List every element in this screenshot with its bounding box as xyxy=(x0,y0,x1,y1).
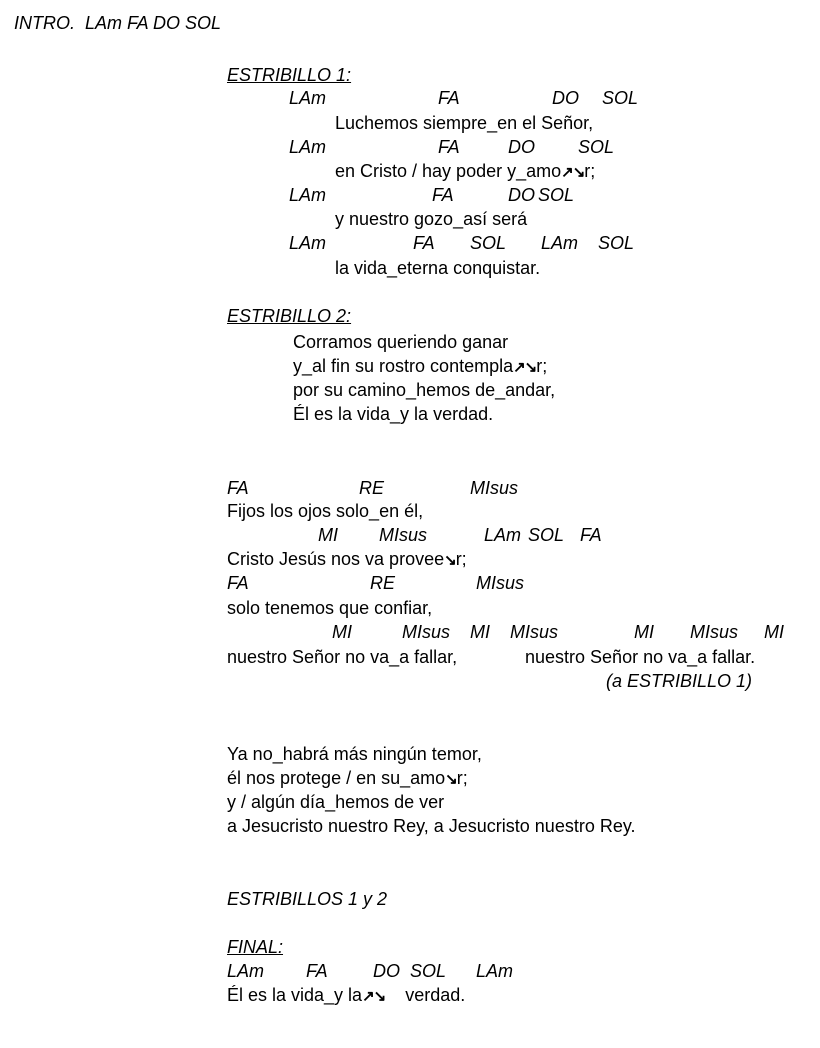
chord: SOL xyxy=(602,88,639,108)
chord: MI xyxy=(332,622,352,642)
lyric-line: Fijos los ojos solo_en él, xyxy=(227,501,424,521)
chord: LAm xyxy=(289,185,327,205)
chord: DO xyxy=(552,88,579,108)
chord: MIsus xyxy=(402,622,451,642)
chord: LAm xyxy=(289,137,327,157)
chord: DO xyxy=(373,961,400,981)
chord: FA xyxy=(438,137,460,157)
intro-line: INTRO. LAm FA DO SOL xyxy=(14,13,222,33)
chord: SOL xyxy=(528,525,565,545)
lyric-line: por su camino_hemos de_andar, xyxy=(293,380,556,400)
return-instruction: (a ESTRIBILLO 1) xyxy=(606,671,753,691)
lyric-line: nuestro Señor no va_a fallar, xyxy=(227,647,458,667)
final-heading: FINAL: xyxy=(227,937,284,957)
lyric-line: él nos protege / en su_amo↘r; xyxy=(227,768,468,788)
chord: LAm xyxy=(541,233,579,253)
chord: LAm xyxy=(289,88,327,108)
estribillo-1-heading: ESTRIBILLO 1: xyxy=(227,65,352,85)
lyric-line: solo tenemos que confiar, xyxy=(227,598,433,618)
chord: LAm xyxy=(227,961,265,981)
lyric-line: Corramos queriendo ganar xyxy=(293,332,509,352)
chord: DO xyxy=(508,137,535,157)
chord: FA xyxy=(580,525,602,545)
pitch-arrows-icon: ↗↘ xyxy=(362,988,386,1005)
lyric-line: en Cristo / hay poder y_amo↗↘r; xyxy=(335,161,596,181)
lyric-line: Cristo Jesús nos va provee↘r; xyxy=(227,549,467,569)
chord: FA xyxy=(227,573,249,593)
pitch-down-arrow-icon: ↘ xyxy=(445,771,457,788)
lyric-line: Él es la vida_y la verdad. xyxy=(293,404,494,424)
lyric-line: Ya no_habrá más ningún temor, xyxy=(227,744,482,764)
chord: RE xyxy=(359,478,385,498)
chord: MIsus xyxy=(470,478,519,498)
chord: FA xyxy=(438,88,460,108)
pitch-arrows-icon: ↗↘ xyxy=(513,359,537,376)
pitch-down-arrow-icon: ↘ xyxy=(444,552,456,569)
chord: SOL xyxy=(470,233,507,253)
chord: SOL xyxy=(598,233,635,253)
lyric-line: Él es la vida_y la↗↘ verdad. xyxy=(227,985,466,1005)
chord: FA xyxy=(306,961,328,981)
chord: MIsus xyxy=(476,573,525,593)
chord: MIsus xyxy=(379,525,428,545)
chord: DO xyxy=(508,185,535,205)
chord: SOL xyxy=(538,185,575,205)
chord: MIsus xyxy=(690,622,739,642)
chord: LAm xyxy=(476,961,514,981)
lyric-line: Luchemos siempre_en el Señor, xyxy=(335,113,594,133)
lyric-line: nuestro Señor no va_a fallar. xyxy=(525,647,756,667)
chord: MIsus xyxy=(510,622,559,642)
chord: RE xyxy=(370,573,396,593)
lyric-line: a Jesucristo nuestro Rey, a Jesucristo nuestro Rey. xyxy=(227,816,636,836)
chord: SOL xyxy=(410,961,447,981)
chord: LAm xyxy=(484,525,522,545)
chord: FA xyxy=(227,478,249,498)
chord: FA xyxy=(432,185,454,205)
lyric-line: la vida_eterna conquistar. xyxy=(335,258,541,278)
lyric-line: y nuestro gozo_así será xyxy=(335,209,528,229)
pitch-arrows-icon: ↗↘ xyxy=(561,164,585,181)
lyric-line: y_al fin su rostro contempla↗↘r; xyxy=(293,356,548,376)
chord: MI xyxy=(470,622,490,642)
lyric-line: y / algún día_hemos de ver xyxy=(227,792,445,812)
estribillo-2-heading: ESTRIBILLO 2: xyxy=(227,306,352,326)
chord: FA xyxy=(413,233,435,253)
chord: MI xyxy=(318,525,338,545)
chord: MI xyxy=(764,622,784,642)
chord: MI xyxy=(634,622,654,642)
chord: LAm xyxy=(289,233,327,253)
estribillos-instruction: ESTRIBILLOS 1 y 2 xyxy=(227,889,388,909)
chord: SOL xyxy=(578,137,615,157)
